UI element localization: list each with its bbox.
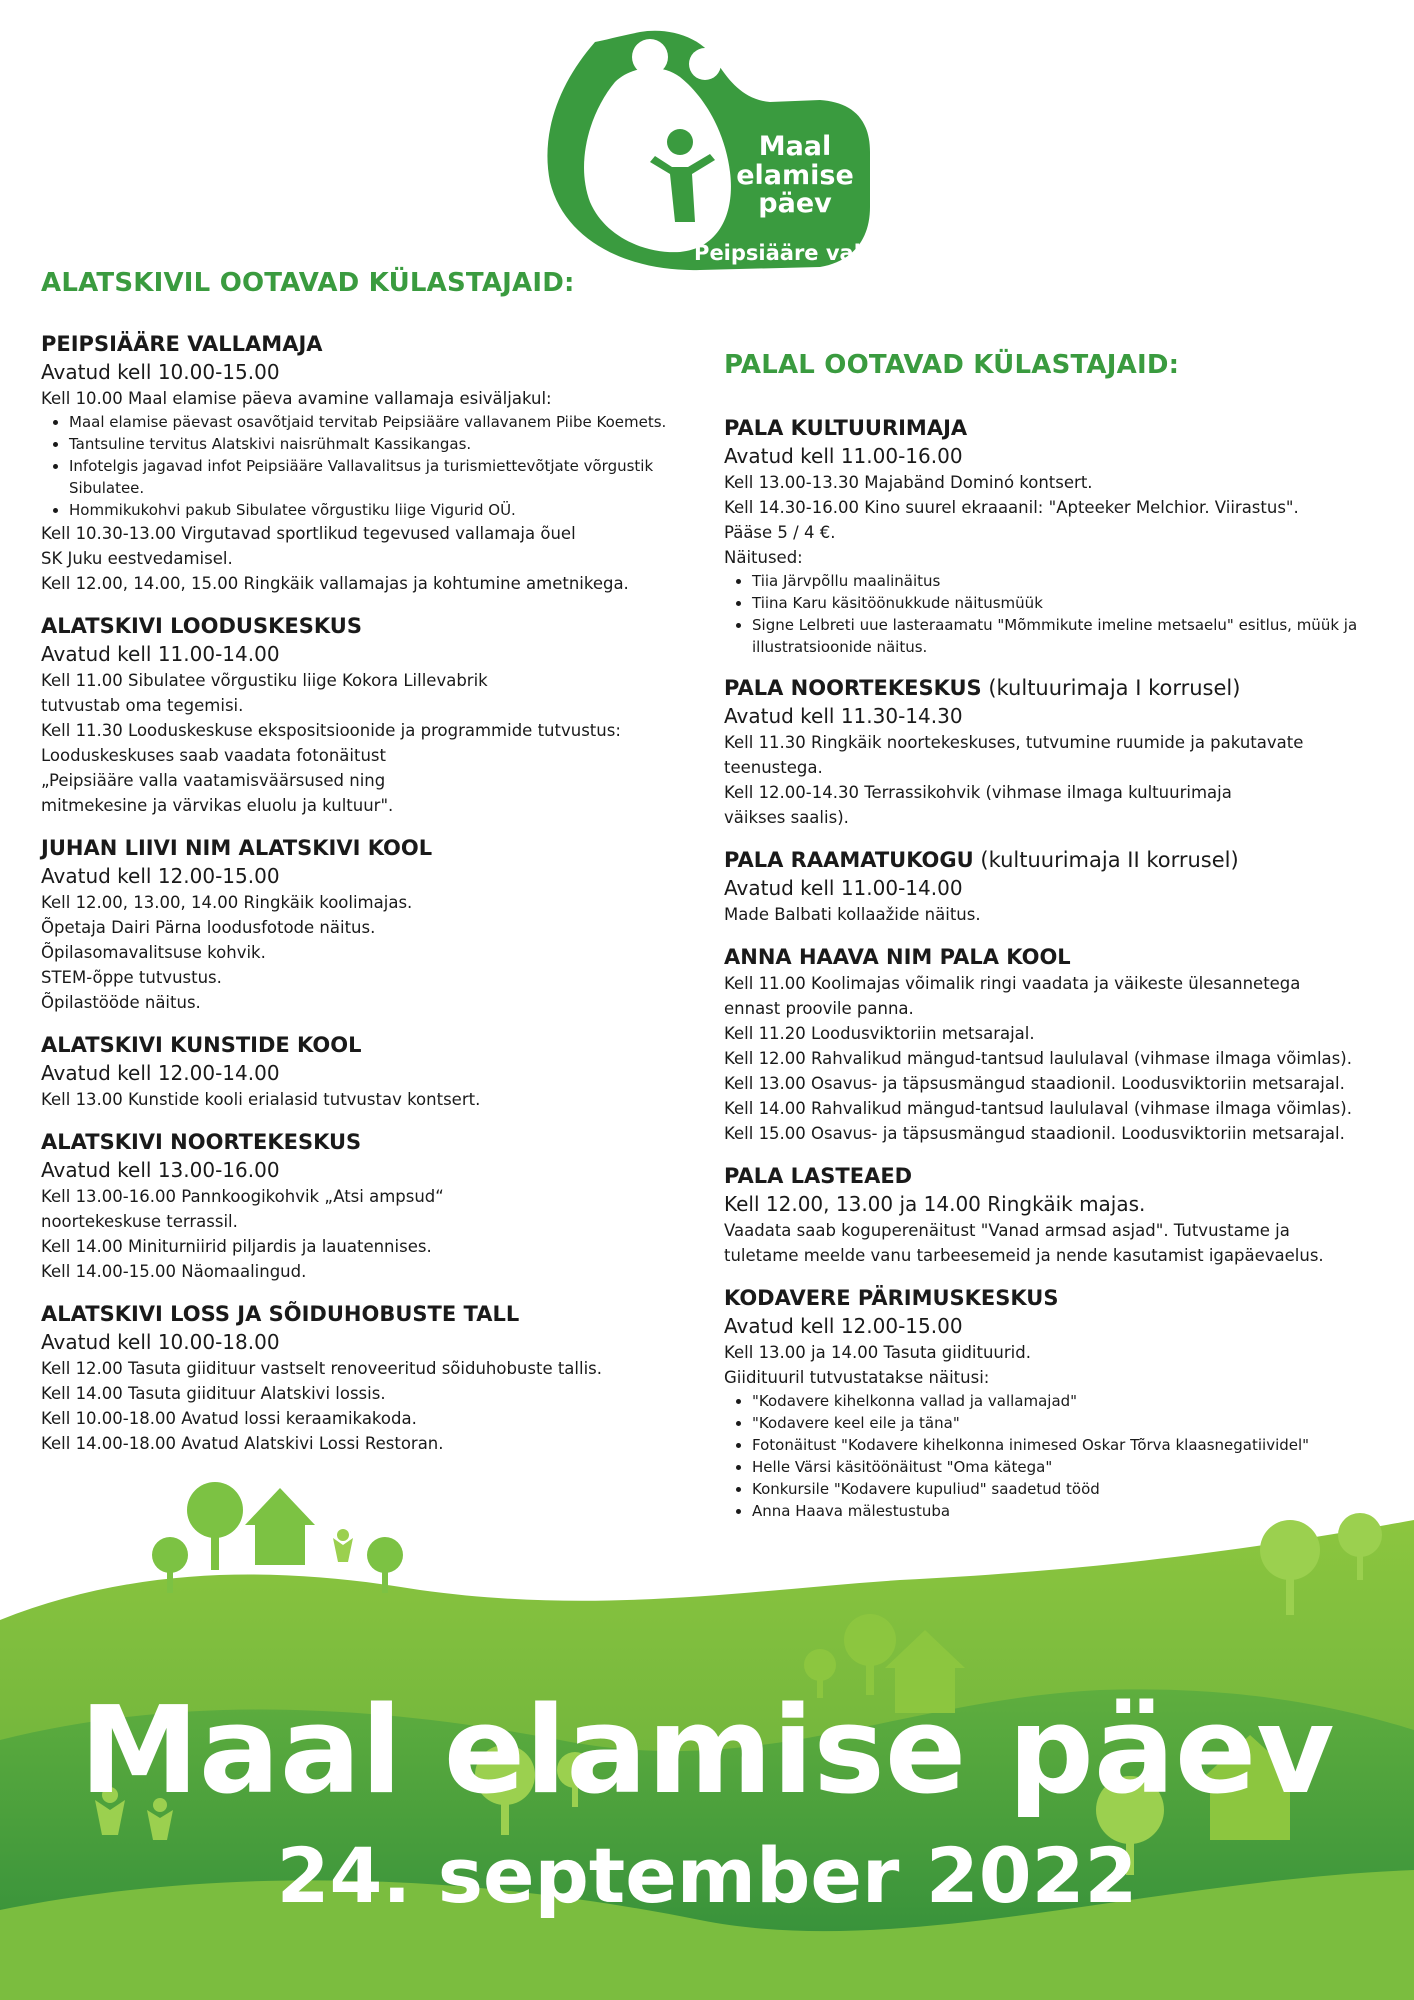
program-line: väikses saalis). bbox=[724, 808, 849, 827]
venue-title: ALATSKIVI KUNSTIDE KOOL bbox=[41, 1033, 362, 1057]
program-line: Kell 11.20 Loodusviktoriin metsarajal. bbox=[724, 1024, 1035, 1043]
venue-name bbox=[724, 846, 1384, 874]
program-bullet: • Konkursile "Kodavere kupuliud" saadetud tööd bbox=[752, 1478, 1384, 1500]
program-bullet-list bbox=[41, 411, 691, 521]
program-line: Kell 12.00-14.30 Terrassikohvik (vihmase ilmaga kultuurimaja bbox=[724, 783, 1232, 802]
program-line: Kell 12.00 Tasuta giidituur vastselt renoveeritud sõiduhobuste tallis. bbox=[41, 1359, 603, 1378]
program-bullet: • Helle Värsi käsitöönäitust "Oma kätega" bbox=[752, 1456, 1384, 1478]
pala-heading: PALAL OOTAVAD KÜLASTAJAID: bbox=[724, 350, 1180, 380]
venue-name bbox=[724, 674, 1384, 702]
program-line: Õpilastööde näitus. bbox=[41, 993, 201, 1012]
program-line: noortekeskuse terrassil. bbox=[41, 1212, 238, 1231]
banner-title: Maal elamise päev bbox=[79, 1682, 1335, 1821]
venue-title: PALA KULTUURIMAJA bbox=[724, 416, 968, 440]
venue-name bbox=[724, 943, 1384, 971]
program-bullet: • Signe Lelbreti uue lasteraamatu "Mõmmikute imeline metsaelu" esitlus, müük ja illustratsioonide näitus. bbox=[752, 614, 1384, 658]
program-bullet: • Fotonäitust "Kodavere kihelkonna inimesed Oskar Tõrva klaasnegatiividel" bbox=[752, 1434, 1384, 1456]
venue-name bbox=[41, 1300, 691, 1328]
opening-hours: Avatud kell 10.00-15.00 bbox=[41, 360, 280, 384]
program-line: Õpetaja Dairi Pärna loodusfotode näitus. bbox=[41, 918, 376, 937]
program-bullet: • Hommikukohvi pakub Sibulatee võrgustiku liige Vigurid OÜ. bbox=[69, 499, 691, 521]
program-line: Kell 14.00 Tasuta giidituur Alatskivi lossis. bbox=[41, 1384, 386, 1403]
program-line: Kell 13.00 ja 14.00 Tasuta giidituurid. bbox=[724, 1343, 1031, 1362]
opening-hours: Avatud kell 12.00-15.00 bbox=[724, 1314, 963, 1338]
program-line: Kell 11.00 Koolimajas võimalik ringi vaadata ja väikeste ülesannetega bbox=[724, 974, 1301, 993]
program-line: Kell 12.00 Rahvalikud mängud-tantsud laululaval (vihmase ilmaga võimlas). bbox=[724, 1049, 1352, 1068]
venue-block bbox=[41, 1031, 691, 1112]
logo-line1: Maal bbox=[758, 131, 832, 162]
program-line: Looduskeskuses saab vaadata fotonäitust bbox=[41, 746, 386, 765]
venue-title: PALA RAAMATUKOGU bbox=[724, 848, 974, 872]
program-line: Õpilasomavalitsuse kohvik. bbox=[41, 943, 266, 962]
program-line: Kell 13.00 Kunstide kooli erialasid tutvustav kontsert. bbox=[41, 1090, 481, 1109]
program-line: tutvustab oma tegemisi. bbox=[41, 696, 244, 715]
program-bullet: • "Kodavere kihelkonna vallad ja vallamajad" bbox=[752, 1390, 1384, 1412]
program-line: Kell 12.00, 14.00, 15.00 Ringkäik vallamajas ja kohtumine ametnikega. bbox=[41, 574, 629, 593]
venue-title: ALATSKIVI LOODUSKESKUS bbox=[41, 614, 362, 638]
program-line: Made Balbati kollaažide näitus. bbox=[724, 905, 981, 924]
venue-name bbox=[724, 1284, 1384, 1312]
program-line: Kell 10.00 Maal elamise päeva avamine vallamaja esiväljakul: bbox=[41, 389, 552, 408]
venue-title: ALATSKIVI LOSS JA SÕIDUHOBUSTE TALL bbox=[41, 1302, 520, 1326]
venue-title: ALATSKIVI NOORTEKESKUS bbox=[41, 1130, 362, 1154]
maal-elamise-paev-logo bbox=[520, 22, 890, 280]
alatskivi-column bbox=[41, 268, 691, 1472]
program-line: Kell 11.30 Ringkäik noortekeskuses, tutvumine ruumide ja pakutavate bbox=[724, 733, 1304, 752]
program-bullet: • Infotelgis jagavad infot Peipsiääre Vallavalitsus ja turismiettevõtjate võrgustik Sibulatee. bbox=[69, 455, 691, 499]
program-line: Kell 10.30-13.00 Virgutavad sportlikud tegevused vallamaja õuel bbox=[41, 524, 576, 543]
opening-hours: Avatud kell 10.00-18.00 bbox=[41, 1330, 280, 1354]
program-line: Kell 13.00-16.00 Pannkoogikohvik „Atsi ampsud“ bbox=[41, 1187, 444, 1206]
program-line: Kell 14.00 Miniturniirid piljardis ja lauatennises. bbox=[41, 1237, 432, 1256]
venue-block bbox=[724, 943, 1384, 1146]
program-bullet: • "Kodavere keel eile ja täna" bbox=[752, 1412, 1384, 1434]
logo-subtitle: Peipsiääre vald bbox=[694, 241, 876, 265]
program-line: STEM-õppe tutvustus. bbox=[41, 968, 222, 987]
venue-title: PALA LASTEAED bbox=[724, 1164, 913, 1188]
opening-hours: Avatud kell 13.00-16.00 bbox=[41, 1158, 280, 1182]
venue-name bbox=[41, 612, 691, 640]
program-line: Kell 14.30-16.00 Kino suurel ekraaanil: "Apteeker Melchior. Viirastus". bbox=[724, 498, 1299, 517]
program-line: Näitused: bbox=[724, 548, 803, 567]
venue-name bbox=[41, 330, 691, 358]
venue-name bbox=[724, 1162, 1384, 1190]
venue-title: PEIPSIÄÄRE VALLAMAJA bbox=[41, 332, 323, 356]
program-line: Vaadata saab koguperenäitust "Vanad armsad asjad". Tutvustame ja bbox=[724, 1221, 1290, 1240]
venue-name bbox=[724, 414, 1384, 442]
program-bullet: • Tiia Järvpõllu maalinäitus bbox=[752, 570, 1384, 592]
program-line: teenustega. bbox=[724, 758, 823, 777]
venue-title: KODAVERE PÄRIMUSKESKUS bbox=[724, 1286, 1059, 1310]
program-bullet: • Tantsuline tervitus Alatskivi naisrühmalt Kassikangas. bbox=[69, 433, 691, 455]
program-line: Kell 11.00 Sibulatee võrgustiku liige Kokora Lillevabrik bbox=[41, 671, 488, 690]
venue-block bbox=[724, 1162, 1384, 1268]
venue-block bbox=[41, 1128, 691, 1284]
venue-title: ANNA HAAVA NIM PALA KOOL bbox=[724, 945, 1071, 969]
pala-column bbox=[724, 350, 1384, 1538]
program-line: Giidituuril tutvustatakse näitusi: bbox=[724, 1368, 990, 1387]
program-line: Kell 10.00-18.00 Avatud lossi keraamikakoda. bbox=[41, 1409, 417, 1428]
bottom-banner bbox=[0, 1440, 1414, 2000]
venue-name bbox=[41, 1031, 691, 1059]
house-icon bbox=[245, 1488, 315, 1565]
venue-title: PALA NOORTEKESKUS bbox=[724, 676, 982, 700]
venue-location-note: (kultuurimaja I korrusel) bbox=[981, 676, 1241, 700]
venue-block bbox=[724, 414, 1384, 658]
logo-line3: päev bbox=[758, 188, 832, 219]
venue-title: JUHAN LIIVI NIM ALATSKIVI KOOL bbox=[41, 836, 433, 860]
venue-block bbox=[724, 674, 1384, 830]
program-bullet: • Maal elamise päevast osavõtjaid tervitab Peipsiääre vallavanem Piibe Koemets. bbox=[69, 411, 691, 433]
program-line: Kell 14.00-15.00 Näomaalingud. bbox=[41, 1262, 307, 1281]
alatskivi-heading: ALATSKIVIL OOTAVAD KÜLASTAJAID: bbox=[41, 268, 575, 298]
program-line: Kell 13.00 Osavus- ja täpsusmängud staadionil. Loodusviktoriin metsarajal. bbox=[724, 1074, 1345, 1093]
opening-hours: Avatud kell 12.00-14.00 bbox=[41, 1061, 280, 1085]
venue-name bbox=[41, 1128, 691, 1156]
venue-block bbox=[724, 846, 1384, 927]
program-line: Kell 12.00, 13.00, 14.00 Ringkäik koolimajas. bbox=[41, 893, 413, 912]
venue-name bbox=[41, 834, 691, 862]
program-line: Pääse 5 / 4 €. bbox=[724, 523, 836, 542]
venue-block bbox=[41, 1300, 691, 1456]
venue-block bbox=[41, 330, 691, 596]
program-line: Kell 14.00 Rahvalikud mängud-tantsud laululaval (vihmase ilmaga võimlas). bbox=[724, 1099, 1352, 1118]
program-line: Kell 14.00-18.00 Avatud Alatskivi Lossi Restoran. bbox=[41, 1434, 444, 1453]
program-line: SK Juku eestvedamisel. bbox=[41, 549, 233, 568]
venue-location-note: (kultuurimaja II korrusel) bbox=[973, 848, 1239, 872]
opening-hours: Kell 12.00, 13.00 ja 14.00 Ringkäik majas. bbox=[724, 1192, 1146, 1216]
opening-hours: Avatud kell 11.00-14.00 bbox=[724, 876, 963, 900]
alatskivi-venues bbox=[41, 330, 691, 1456]
opening-hours: Avatud kell 11.00-14.00 bbox=[41, 642, 280, 666]
banner-date: 24. september 2022 bbox=[276, 1831, 1138, 1920]
program-bullet: • Tiina Karu käsitöönukkude näitusmüük bbox=[752, 592, 1384, 614]
program-line: mitmekesine ja värvikas eluolu ja kultuur". bbox=[41, 796, 394, 815]
program-line: Kell 11.30 Looduskeskuse ekspositsioonide ja programmide tutvustus: bbox=[41, 721, 621, 740]
program-line: Kell 15.00 Osavus- ja täpsusmängud staadionil. Loodusviktoriin metsarajal. bbox=[724, 1124, 1345, 1143]
program-line: tuletame meelde vanu tarbeesemeid ja nende kasutamist igapäevaelus. bbox=[724, 1246, 1324, 1265]
program-line: ennast proovile panna. bbox=[724, 999, 914, 1018]
venue-block bbox=[41, 834, 691, 1015]
program-bullet: • Anna Haava mälestustuba bbox=[752, 1500, 1384, 1522]
program-line: Kell 13.00-13.30 Majabänd Dominó kontsert. bbox=[724, 473, 1093, 492]
opening-hours: Avatud kell 11.00-16.00 bbox=[724, 444, 963, 468]
venue-block bbox=[41, 612, 691, 818]
pala-venues bbox=[724, 414, 1384, 1522]
program-bullet-list bbox=[724, 570, 1384, 658]
opening-hours: Avatud kell 12.00-15.00 bbox=[41, 864, 280, 888]
program-line: „Peipsiääre valla vaatamisväärsused ning bbox=[41, 771, 386, 790]
logo-line2: elamise bbox=[736, 160, 854, 191]
opening-hours: Avatud kell 11.30-14.30 bbox=[724, 704, 963, 728]
